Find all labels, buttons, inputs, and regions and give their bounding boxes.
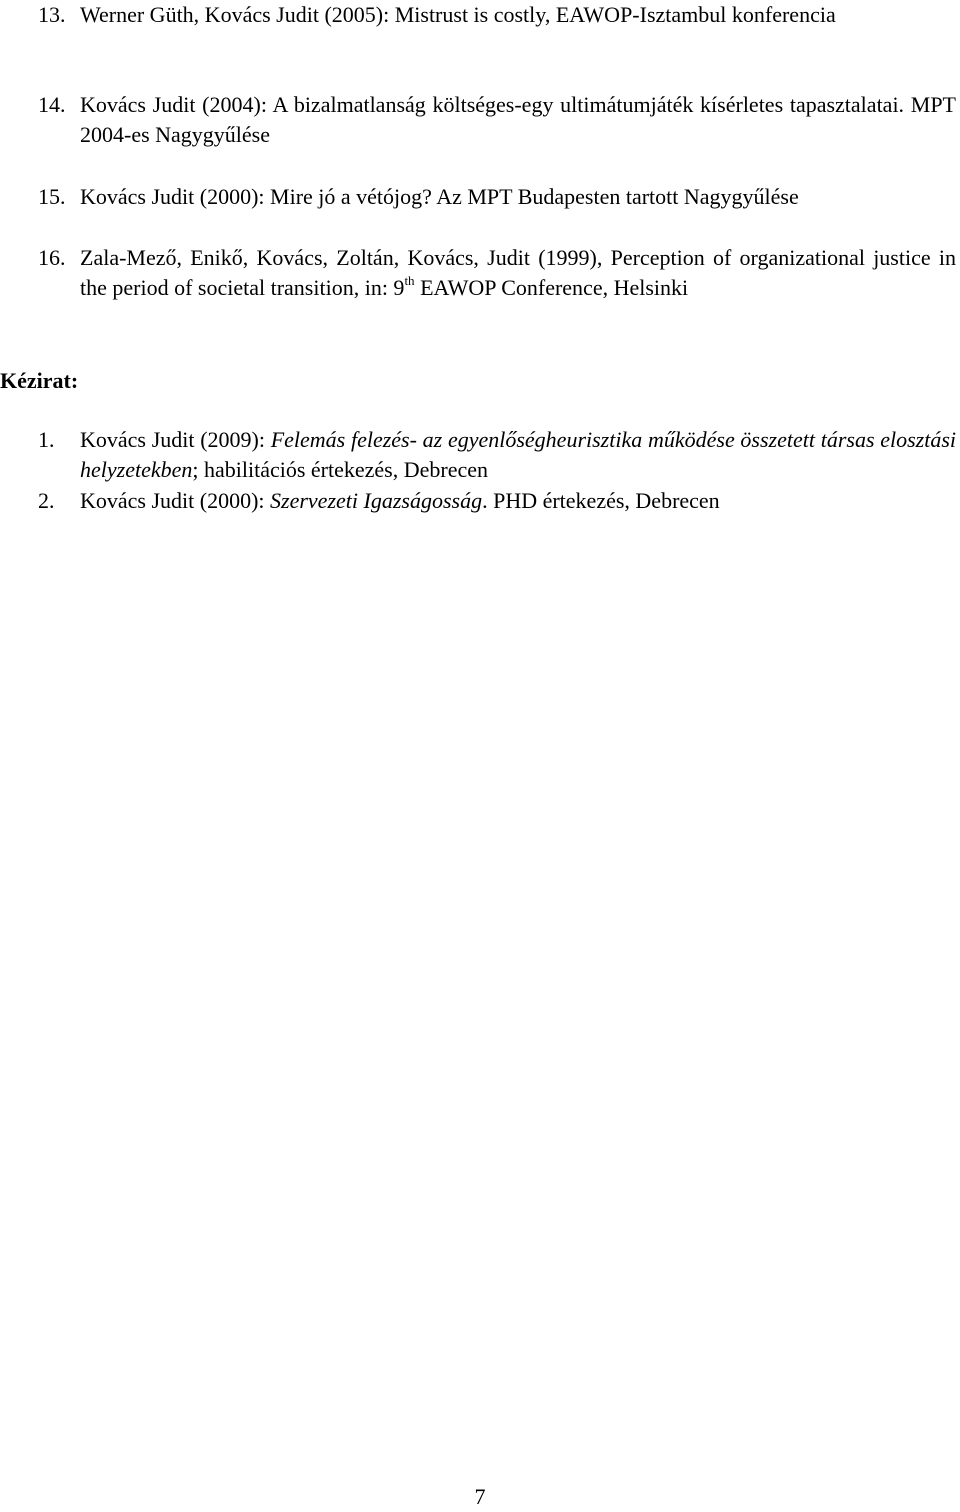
item-rest: ; habilitációs értekezés, Debrecen xyxy=(192,457,488,482)
manuscript-item-1 xyxy=(38,425,956,485)
item-number: 15. xyxy=(38,184,66,209)
item-text xyxy=(80,486,956,516)
item-number: 14. xyxy=(38,92,66,117)
item-text-rest: EAWOP Conference, Helsinki xyxy=(414,275,689,300)
publication-item-16 xyxy=(38,243,956,303)
page-number: 7 xyxy=(474,1484,486,1509)
item-text xyxy=(80,425,956,485)
item-text: Kovács Judit (2004): A bizalmatlanság költséges-egy ultimátumjáték kísérletes tapasztalatai. MPT 2004-es Nagygyűlése xyxy=(80,92,956,147)
item-rest: . PHD értekezés, Debrecen xyxy=(482,488,720,513)
item-title: Felemás felezés- az egyenlőségheurisztika működése összetett társas elosztási helyzetekben xyxy=(80,427,957,482)
publication-item-13 xyxy=(38,0,956,30)
item-number: 16. xyxy=(38,245,66,270)
ordinal-superscript: th xyxy=(404,272,415,288)
item-text: Werner Güth, Kovács Judit (2005): Mistrust is costly, EAWOP-Isztambul konferencia xyxy=(80,2,836,27)
item-number: 1. xyxy=(38,427,55,452)
item-text: Kovács Judit (2000): Mire jó a vétójog? Az MPT Budapesten tartott Nagygyűlése xyxy=(80,184,799,209)
manuscripts-heading: Kézirat: xyxy=(0,368,79,393)
manuscript-item-2 xyxy=(38,486,956,516)
publication-item-14 xyxy=(38,90,956,150)
item-author-year: Kovács Judit (2009): xyxy=(80,427,271,452)
item-text-main: Zala-Mező, Enikő, Kovács, Zoltán, Kovács, Judit (1999), Perception of organizational justice in the period of societal transition, in: 9 xyxy=(80,245,956,300)
item-author-year: Kovács Judit (2000): xyxy=(80,488,271,513)
item-number: 2. xyxy=(38,488,55,513)
item-number: 13. xyxy=(38,2,66,27)
item-title: Szervezeti Igazságosság xyxy=(270,488,483,513)
item-text xyxy=(80,243,956,303)
publication-item-15 xyxy=(38,182,956,212)
